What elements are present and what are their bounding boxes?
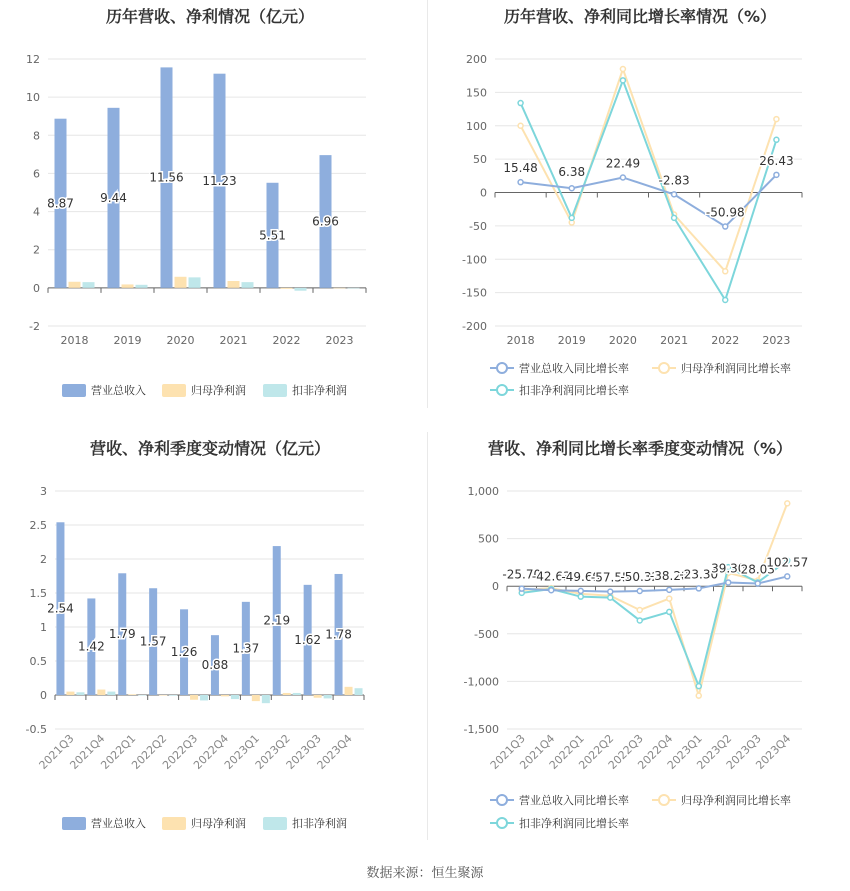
x-tick-label: 2018 [60,334,89,347]
non-net-profit-bar [242,282,254,288]
revenue-growth-point [672,192,677,197]
revenue-growth-point [667,587,672,592]
legend-label: 归母净利润同比增长率 [681,794,791,807]
non-net-growth-point [518,101,523,106]
non-net-profit-bar [136,285,148,288]
net-profit-bar [283,693,291,695]
net-profit-bar [69,282,81,288]
net-profit-bar [221,695,229,696]
legend-swatch-marker [497,795,507,805]
x-tick-label: 2018 [506,334,535,347]
revenue-data-label: 1.57 [139,634,167,649]
y-tick-label: 0 [33,281,40,295]
legend-label: 扣非净利润 [292,384,347,397]
revenue-growth-data-label: -42.63 [531,569,571,584]
x-tick-label: 2023Q4 [314,731,355,772]
quarterly-growth-rate-chart [427,430,850,860]
quarterly-revenue-profit-chart [0,430,427,860]
x-tick-label: 2020 [608,334,637,347]
legend-label: 扣非净利润 [292,817,347,830]
revenue-growth-data-label: 102.57 [766,555,809,570]
revenue-data-label: 0.88 [201,658,229,673]
legend-swatch [162,384,186,397]
y-tick-label: 1,000 [467,485,499,498]
net-profit-bar [159,695,167,696]
legend-swatch [162,817,186,830]
y-tick-label: 6 [33,167,40,181]
y-tick-label: 500 [478,532,499,546]
revenue-growth-point [774,172,779,177]
revenue-data-label: 9.44 [100,190,127,205]
revenue-growth-point [518,180,523,185]
non-net-growth-point [696,684,701,689]
revenue-growth-point [723,224,728,229]
net-profit-bar [97,690,105,695]
non-net-profit-bar [324,695,332,698]
x-tick-label: 2023 [325,334,354,347]
chart3-title: 营收、净利季度变动情况（亿元） [89,439,330,458]
net-profit-bar [281,288,293,289]
non-net-growth-point [620,78,625,83]
revenue-growth-data-label: 6.38 [558,165,586,180]
net-profit-growth-point [667,596,672,601]
x-tick-label: 2019 [557,334,586,347]
x-tick-label: 2023Q1 [221,731,262,772]
revenue-growth-data-label: -50.98 [705,205,745,220]
revenue-growth-point [755,581,760,586]
x-tick-label: 2021Q4 [517,731,558,772]
x-tick-label: 2022Q3 [605,731,646,772]
revenue-data-label: 1.42 [77,639,105,654]
x-tick-label: 2023Q1 [664,731,705,772]
legend-swatch-marker [497,363,507,373]
non-net-profit-bar [348,288,360,289]
revenue-growth-data-label: -25.70 [502,567,542,582]
revenue-data-label: 8.87 [47,196,74,211]
x-tick-label: 2021Q3 [487,731,528,772]
non-net-profit-bar [76,692,84,695]
revenue-growth-data-label: 26.43 [759,153,794,168]
legend-swatch-marker [659,795,669,805]
y-tick-label: 12 [26,53,40,66]
y-tick-label: -1,500 [463,723,499,736]
y-tick-label: 200 [466,53,487,66]
revenue-growth-point [549,588,554,593]
net-profit-bar [334,288,346,289]
legend-label: 营业总收入同比增长率 [519,794,629,807]
non-net-growth-point [672,215,677,220]
non-net-profit-bar [355,688,363,695]
legend-label: 归母净利润 [191,817,246,830]
revenue-growth-point [696,586,701,591]
revenue-data-label: 1.37 [232,641,260,656]
revenue-growth-data-label: -57.55 [590,570,630,585]
x-tick-label: 2023Q4 [753,731,794,772]
revenue-data-label: 5.51 [259,228,286,243]
data-source-note: 数据来源：恒生聚源 [366,866,484,881]
x-tick-label: 2022Q4 [635,731,676,772]
y-tick-label: -2 [29,320,40,333]
x-tick-label: 2021 [219,334,248,347]
net-profit-growth-point [774,117,779,122]
non-net-growth-point [608,595,613,600]
non-net-profit-bar [107,692,115,695]
non-net-profit-bar [169,695,177,696]
revenue-growth-data-label: 22.49 [605,156,641,171]
non-net-growth-line [521,80,777,300]
revenue-growth-point [608,589,613,594]
y-tick-label: 3 [40,485,47,498]
revenue-data-label: 1.26 [170,645,198,660]
non-net-profit-bar [83,282,95,288]
revenue-data-label: 11.23 [202,173,237,188]
x-tick-label: 2022Q1 [98,731,139,772]
revenue-data-label: 1.79 [108,627,136,642]
revenue-growth-point [620,175,625,180]
y-tick-label: 2 [33,243,40,257]
chart4-title: 营收、净利同比增长率季度变动情况（%） [487,439,793,458]
annual-revenue-profit-chart [0,0,427,410]
x-tick-label: 2022 [272,334,301,347]
y-tick-label: 2.5 [29,519,47,532]
y-tick-label: 0 [480,186,487,200]
y-tick-label: 100 [466,119,487,133]
net-profit-bar [190,695,198,700]
x-tick-label: 2023Q2 [252,731,293,772]
net-profit-growth-point [518,123,523,128]
x-tick-label: 2021Q3 [36,731,77,772]
non-net-profit-bar [189,277,201,287]
legend-label: 营业总收入 [91,384,146,397]
legend-swatch-marker [497,818,507,828]
chart1-title: 历年营收、净利情况（亿元） [105,7,314,26]
x-tick-label: 2023Q3 [283,731,324,772]
y-tick-label: 1.5 [29,587,47,600]
revenue-growth-point [569,186,574,191]
y-tick-label: 4 [33,205,40,219]
x-tick-label: 2020 [166,334,195,347]
net-profit-bar [175,277,187,288]
x-tick-label: 2022 [711,334,740,347]
y-tick-label: 0 [40,689,47,702]
legend-label: 扣非净利润同比增长率 [519,817,629,830]
revenue-growth-point [726,580,731,585]
chart2-title: 历年营收、净利同比增长率情况（%） [503,7,777,26]
net-profit-growth-point [696,693,701,698]
revenue-data-label: 11.56 [149,170,184,185]
legend-swatch [62,817,86,830]
revenue-growth-data-label: -38.28 [649,568,689,583]
revenue-data-label: 1.78 [325,627,352,642]
x-tick-label: 2022Q2 [129,731,170,772]
non-net-profit-bar [293,693,301,695]
legend-swatch-marker [497,385,507,395]
net-profit-bar [128,694,136,695]
legend-swatch [62,384,86,397]
revenue-growth-point [519,586,524,591]
revenue-growth-point [785,574,790,579]
y-tick-label: -200 [462,320,487,333]
revenue-growth-data-label: -2.83 [658,173,690,188]
non-net-profit-bar [231,695,239,699]
net-profit-bar [228,281,240,288]
y-tick-label: 150 [466,86,487,100]
net-profit-bar [252,695,260,701]
legend-label: 归母净利润同比增长率 [681,362,791,375]
net-profit-bar [345,687,353,695]
revenue-growth-data-label: 28.03 [740,562,775,577]
non-net-profit-bar [138,695,146,696]
net-profit-growth-point [637,608,642,613]
y-tick-label: 0.5 [29,655,47,668]
x-tick-label: 2022Q3 [160,731,201,772]
revenue-growth-data-label: -49.69 [561,569,601,584]
revenue-growth-point [578,588,583,593]
y-tick-label: 10 [26,91,40,105]
y-tick-label: 0 [492,580,499,594]
revenue-growth-data-label: 15.48 [503,161,538,176]
non-net-growth-point [774,137,779,142]
revenue-data-label: 6.96 [312,214,339,229]
x-tick-label: 2023Q2 [694,731,735,772]
revenue-data-label: 2.54 [47,601,74,616]
y-tick-label: 1 [40,621,47,634]
legend-label: 营业总收入同比增长率 [519,362,629,375]
x-tick-label: 2022Q4 [191,731,232,772]
revenue-data-label: 2.19 [263,613,291,628]
net-profit-growth-point [785,501,790,506]
revenue-data-label: 1.62 [294,632,322,647]
non-net-profit-bar [262,695,270,703]
y-tick-label: -150 [462,286,487,300]
revenue-growth-point [637,588,642,593]
y-tick-label: 2 [40,553,47,566]
y-tick-label: -500 [474,627,499,641]
legend-label: 扣非净利润同比增长率 [519,384,629,397]
x-tick-label: 2023 [762,334,791,347]
y-tick-label: -1,000 [463,675,499,689]
x-tick-label: 2022Q1 [546,731,587,772]
y-tick-label: -50 [469,219,487,233]
net-profit-growth-point [723,269,728,274]
x-tick-label: 2019 [113,334,142,347]
x-tick-label: 2022Q2 [576,731,617,772]
non-net-profit-bar [295,288,307,291]
net-profit-growth-point [620,67,625,72]
y-tick-label: -100 [462,253,487,267]
revenue-growth-data-label: -23.30 [679,567,719,582]
non-net-growth-point [723,297,728,302]
non-net-profit-bar [200,695,208,700]
legend-swatch-marker [659,363,669,373]
x-tick-label: 2021 [660,334,689,347]
net-profit-bar [122,284,134,287]
legend-swatch [263,384,287,397]
non-net-growth-point [637,618,642,623]
annual-growth-rate-chart [427,0,850,410]
x-tick-label: 2023Q3 [723,731,764,772]
legend-label: 营业总收入 [91,817,146,830]
non-net-growth-point [569,215,574,220]
legend-swatch [263,817,287,830]
x-tick-label: 2021Q4 [67,731,108,772]
net-profit-growth-line [522,503,788,695]
revenue-growth-data-label: 39.30 [711,561,746,576]
non-net-growth-point [578,594,583,599]
net-profit-bar [314,695,322,698]
legend-label: 归母净利润 [191,384,246,397]
y-tick-label: 8 [33,129,40,143]
non-net-growth-point [667,609,672,614]
y-tick-label: -0.5 [25,723,47,736]
net-profit-bar [66,692,74,695]
revenue-growth-data-label: -50.32 [620,569,660,584]
y-tick-label: 50 [473,153,487,167]
